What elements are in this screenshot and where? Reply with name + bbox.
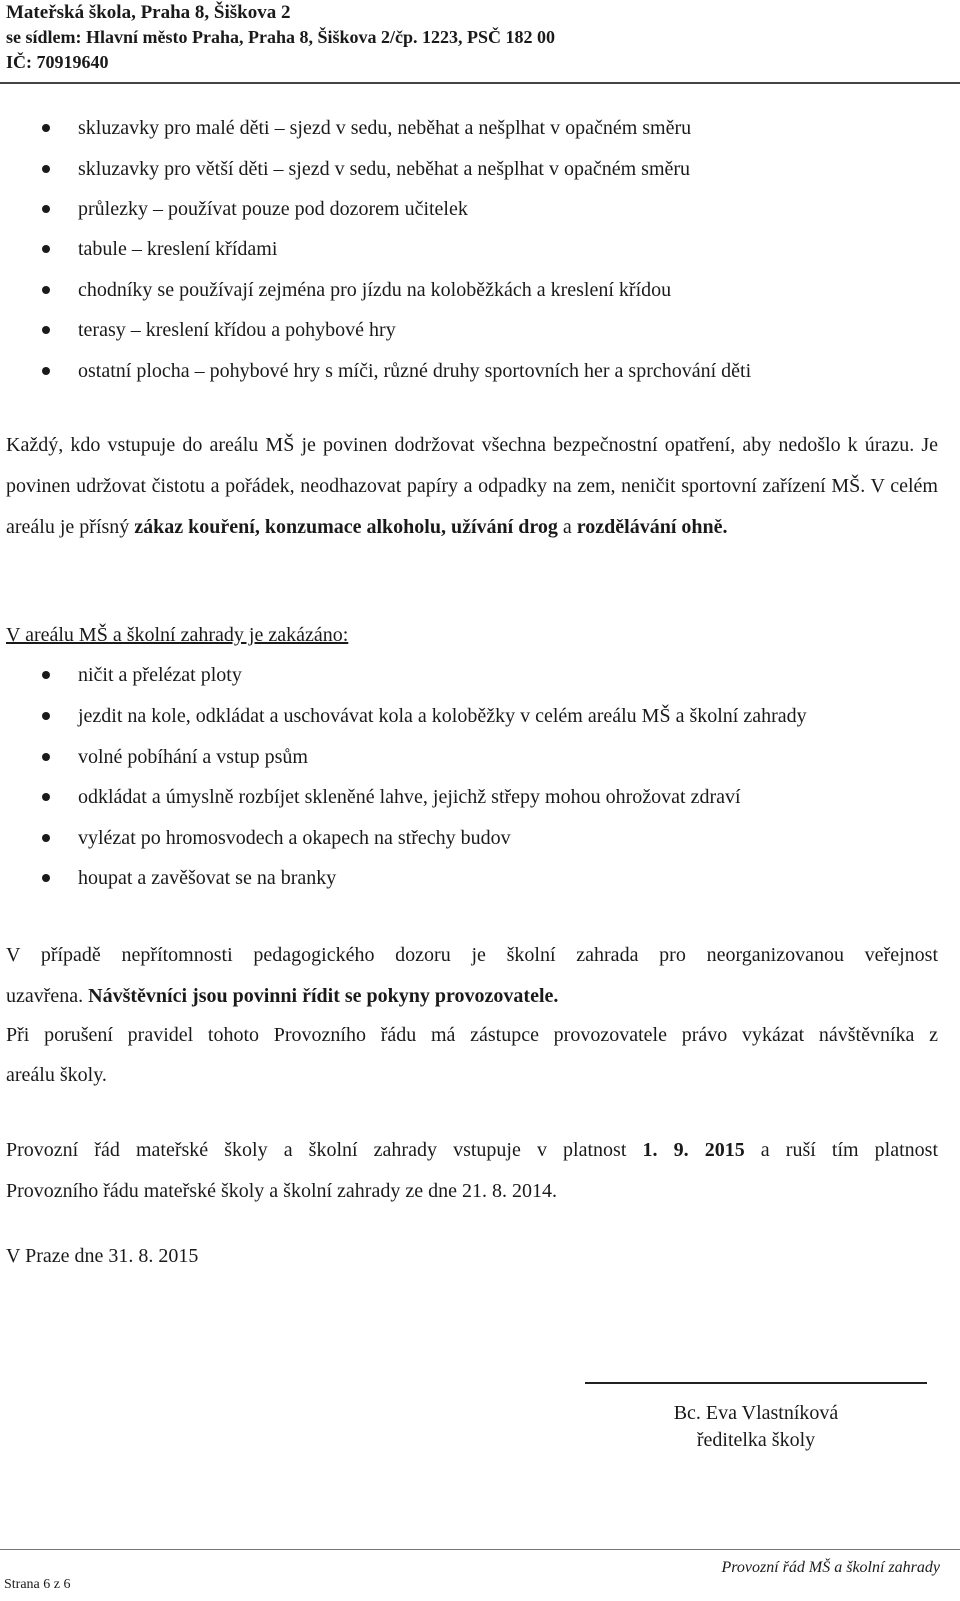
safety-paragraph: Každý, kdo vstupuje do areálu MŠ je povinen dodržovat všechna bezpečnostní opatření, aby nedošlo k úrazu. Je povinen udržovat čistotu a pořádek, neodhazovat papíry a odpadky na zem, neničit sportovní zařízení MŠ. V celém areálu je přísný zákaz kouření, konzumace alkoholu, užívání drog a rozdělávání ohně. xyxy=(6,434,938,538)
supervision-paragraph-line1: V případě nepřítomnosti pedagogického dozoru je školní zahrada pro neorganizovanou veřejnost xyxy=(6,944,938,966)
header-divider xyxy=(0,82,960,84)
signature-line xyxy=(585,1382,927,1384)
signatory-role: ředitelka školy xyxy=(696,1429,816,1451)
bullet-icon xyxy=(42,793,50,801)
violation-paragraph-line2: areálu školy. xyxy=(6,1064,107,1086)
list-item: jezdit na kole, odkládat a uschovávat kola a koloběžky v celém areálu MŠ a školní zahrady xyxy=(78,703,807,729)
forbidden-heading: V areálu MŠ a školní zahrady je zakázáno: xyxy=(6,624,349,646)
list-item: volné pobíhání a vstup psům xyxy=(78,744,308,770)
bullet-icon xyxy=(42,834,50,842)
footer-divider xyxy=(0,1549,960,1550)
list-item: tabule – kreslení křídami xyxy=(78,236,277,262)
letterhead xyxy=(6,0,555,75)
list-item: ničit a přelézat ploty xyxy=(78,662,242,688)
list-item: vylézat po hromosvodech a okapech na střechy budov xyxy=(78,825,511,851)
page-number: Strana 6 z 6 xyxy=(4,1577,71,1592)
school-name: Mateřská škola, Praha 8, Šiškova 2 xyxy=(6,2,291,23)
list-item: ostatní plocha – pohybové hry s míči, různé druhy sportovních her a sprchování děti xyxy=(78,358,751,384)
bullet-icon xyxy=(42,165,50,173)
validity-paragraph-line1: Provozní řád mateřské školy a školní zahrady vstupuje v platnost 1. 9. 2015 a ruší tím platnost xyxy=(6,1139,938,1161)
supervision-paragraph-line2: uzavřena. Návštěvníci jsou povinni řídit se pokyny provozovatele. xyxy=(6,985,559,1007)
bullet-icon xyxy=(42,753,50,761)
footer-document-title: Provozní řád MŠ a školní zahrady xyxy=(721,1559,940,1576)
bullet-icon xyxy=(42,245,50,253)
signatory-name: Bc. Eva Vlastníková xyxy=(673,1402,839,1424)
list-item: skluzavky pro větší děti – sjezd v sedu, neběhat a nešplhat v opačném směru xyxy=(78,156,690,182)
list-item: odkládat a úmyslně rozbíjet skleněné lahve, jejichž střepy mohou ohrožovat zdraví xyxy=(78,784,741,810)
bullet-icon xyxy=(42,205,50,213)
list-item: houpat a zavěšovat se na branky xyxy=(78,865,336,891)
bullet-icon xyxy=(42,326,50,334)
date-line: V Praze dne 31. 8. 2015 xyxy=(6,1245,199,1267)
list-item: terasy – kreslení křídou a pohybové hry xyxy=(78,317,396,343)
bullet-icon xyxy=(42,286,50,294)
validity-paragraph-line2: Provozního řádu mateřské školy a školní zahrady ze dne 21. 8. 2014. xyxy=(6,1180,557,1202)
school-address: se sídlem: Hlavní město Praha, Praha 8, Šiškova 2/čp. 1223, PSČ 182 00 xyxy=(6,27,556,47)
bullet-icon xyxy=(42,712,50,720)
school-id: IČ: 70919640 xyxy=(6,52,109,72)
bullet-icon xyxy=(42,874,50,882)
list-item: skluzavky pro malé děti – sjezd v sedu, neběhat a nešplhat v opačném směru xyxy=(78,115,691,141)
list-item: průlezky – používat pouze pod dozorem učitelek xyxy=(78,196,468,222)
bullet-icon xyxy=(42,367,50,375)
list-item: chodníky se používají zejména pro jízdu na koloběžkách a kreslení křídou xyxy=(78,277,671,303)
bullet-icon xyxy=(42,124,50,132)
bullet-icon xyxy=(42,671,50,679)
violation-paragraph-line1: Při porušení pravidel tohoto Provozního řádu má zástupce provozovatele právo vykázat návštěvníka z xyxy=(6,1024,938,1046)
